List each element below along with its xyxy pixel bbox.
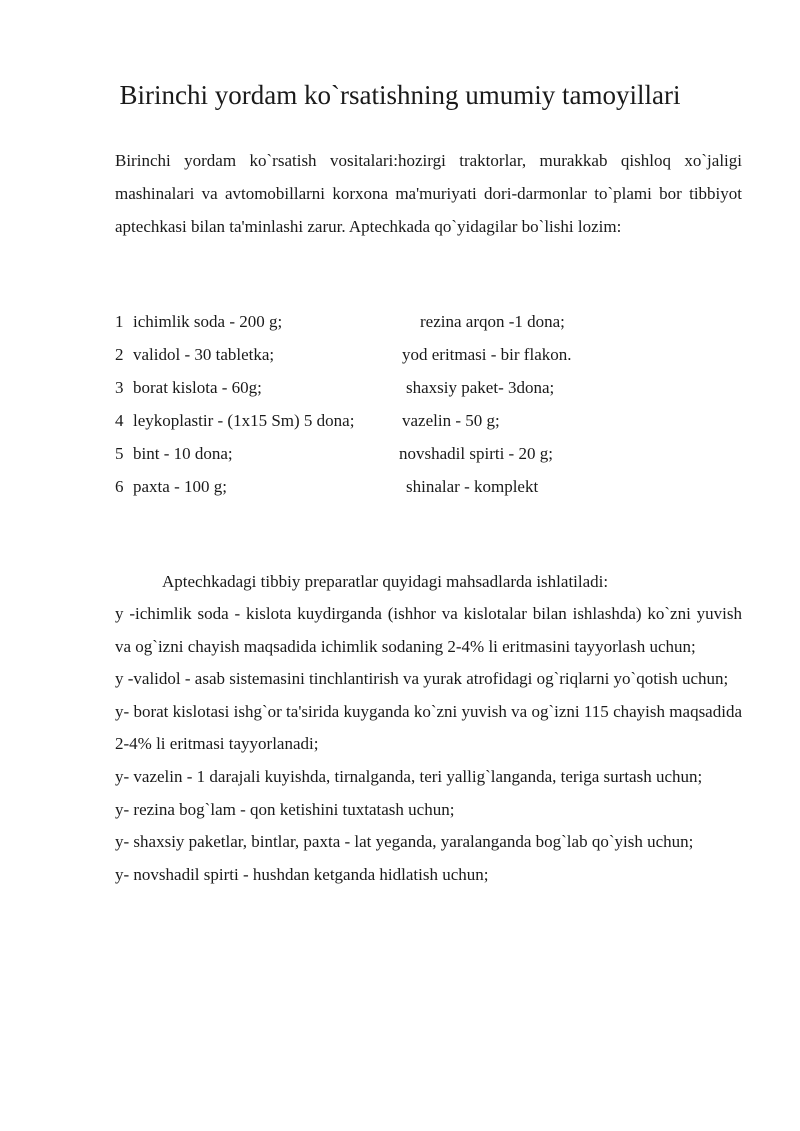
list-item <box>115 404 742 437</box>
document-title: Birinchi yordam ko`rsatishning umumiy tamoyillari <box>119 80 681 110</box>
kit-contents-list <box>115 305 742 503</box>
item-left: ichimlik soda - 200 g; <box>133 312 283 331</box>
item-number: 2 <box>115 345 124 364</box>
list-item <box>115 470 742 503</box>
uses-lead-sentence: Aptechkadagi tibbiy preparatlar quyidagi mahsadlarda ishlatiladi: <box>162 572 609 591</box>
intro-paragraph: Birinchi yordam ko`rsatish vositalari:hozirgi traktorlar, murakkab qishloq xo`jaligi mashinalari va avtomobillarni korxona ma'muriyati dori-darmonlar to`plami bor tibbiyot aptechkasi bilan ta'minlashi zarur. Aptechkada qo`yidagilar bo`lishi lozim: <box>115 151 742 236</box>
item-left: validol - 30 tabletka; <box>133 345 275 364</box>
item-number: 4 <box>115 411 124 430</box>
use-item: y -validol - asab sistemasini tinchlantirish va yurak atrofidagi og`riqlarni yo`qotish uchun; <box>115 669 729 689</box>
item-number: 6 <box>115 477 124 496</box>
item-number: 5 <box>115 444 124 463</box>
list-item <box>115 371 742 404</box>
item-left: bint - 10 dona; <box>133 444 233 463</box>
list-item <box>115 338 742 371</box>
item-right: novshadil spirti - 20 g; <box>399 444 553 463</box>
item-number: 3 <box>115 378 124 397</box>
item-left: paxta - 100 g; <box>133 477 227 496</box>
item-left: leykoplastir - (1x15 Sm) 5 dona; <box>133 411 355 430</box>
item-right: shinalar - komplekt <box>406 477 539 496</box>
use-item: y- rezina bog`lam - qon ketishini tuxtatash uchun; <box>115 799 455 819</box>
uses-list <box>115 598 742 891</box>
item-left: borat kislota - 60g; <box>133 378 262 397</box>
use-item: y- borat kislotasi ishg`or ta'sirida kuyganda ko`zni yuvish va og`izni 115 chayish maqsadida 2-4% li eritmasi tayyorlanadi; <box>115 701 742 754</box>
item-right: vazelin - 50 g; <box>402 411 500 430</box>
item-number: 1 <box>115 312 124 331</box>
use-item: y -ichimlik soda - kislota kuydirganda (ishhor va kislotalar bilan ishlashda) ko`zni yuvish va og`izni chayish maqsadida ichimlik sodaning 2-4% li eritmasini tayyorlash uchun; <box>115 604 742 656</box>
use-item: y- novshadil spirti - hushdan ketganda hidlatish uchun; <box>115 864 489 884</box>
item-right: yod eritmasi - bir flakon. <box>402 345 572 364</box>
item-right: rezina arqon -1 dona; <box>420 312 565 331</box>
use-item: y- vazelin - 1 darajali kuyishda, tirnalganda, teri yallig`langanda, teriga surtash uchun; <box>115 766 703 786</box>
list-item <box>115 305 742 338</box>
list-item <box>115 437 742 470</box>
item-right: shaxsiy paket- 3dona; <box>406 378 555 397</box>
use-item: y- shaxsiy paketlar, bintlar, paxta - lat yeganda, yaralanganda bog`lab qo`yish uchun; <box>115 832 694 852</box>
